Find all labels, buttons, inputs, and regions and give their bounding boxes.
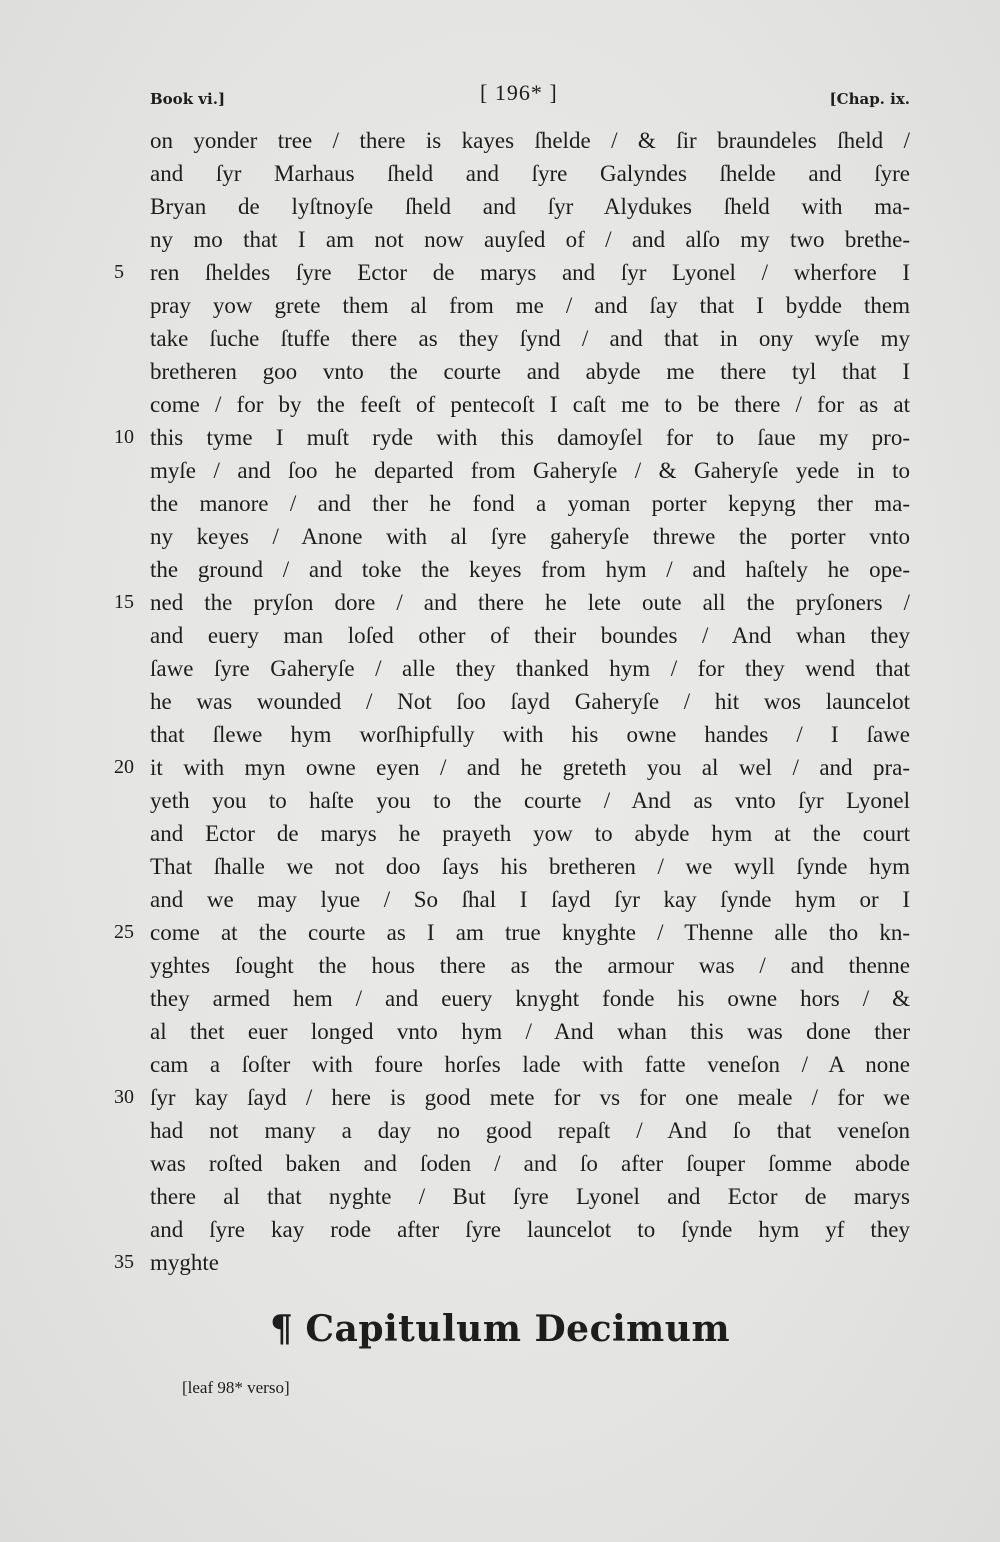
text-line <box>150 1213 910 1246</box>
text-line <box>150 487 910 520</box>
line-text: al thet euer longed vnto hym / And whan this was done ther <box>150 1019 910 1044</box>
text-line <box>150 553 910 586</box>
line-text: the ground / and toke the keyes from hym / and haſtely he ope- <box>150 557 910 582</box>
text-line <box>114 1081 910 1114</box>
line-text: cam a ſoſter with foure horſes lade with fatte veneſon / A none <box>150 1052 910 1077</box>
line-text: myghte <box>150 1250 219 1275</box>
text-line <box>150 883 910 916</box>
line-text: pray yow grete them al from me / and ſay that I bydde them <box>150 293 910 318</box>
chapter-heading <box>0 1308 1000 1350</box>
text-line <box>150 355 910 388</box>
line-text: it with myn owne eyen / and he greteth you al wel / and pra- <box>150 755 910 780</box>
line-text: bretheren goo vnto the courte and abyde me there tyl that I <box>150 359 910 384</box>
line-text: that ſlewe hym worſhipfully with his owne handes / I ſawe <box>150 722 910 747</box>
line-number: 15 <box>114 591 134 613</box>
line-text: ſyr kay ſayd / here is good mete for vs for one meale / for we <box>150 1085 910 1110</box>
line-text: and euery man loſed other of their boundes / And whan they <box>150 623 910 648</box>
line-text: myſe / and ſoo he departed from Gaheryſe / & Gaheryſe yede in to <box>150 458 910 483</box>
line-text: and ſyr Marhaus ſheld and ſyre Galyndes ſhelde and ſyre <box>150 161 910 186</box>
leaf-sidenote: [leaf 98* verso] <box>182 1378 290 1397</box>
line-number: 10 <box>114 426 134 448</box>
text-line <box>114 256 910 289</box>
line-text: there al that nyghte / But ſyre Lyonel and Ector de marys <box>150 1184 910 1209</box>
line-text: and Ector de marys he prayeth yow to abyde hym at the court <box>150 821 910 846</box>
text-line <box>114 421 910 454</box>
running-header <box>150 80 910 116</box>
text-line <box>150 817 910 850</box>
line-number: 5 <box>114 261 124 283</box>
line-text: Bryan de lyſtnoyſe ſheld and ſyr Alydukes ſheld with ma- <box>150 194 910 219</box>
text-line <box>150 718 910 751</box>
line-text: ny keyes / Anone with al ſyre gaheryſe threwe the porter vnto <box>150 524 910 549</box>
line-text: and ſyre kay rode after ſyre launcelot to ſynde hym yf they <box>150 1217 910 1242</box>
line-text: and we may lyue / So ſhal I ſayd ſyr kay ſynde hym or I <box>150 887 910 912</box>
line-text: ſawe ſyre Gaheryſe / alle they thanked hym / for they wend that <box>150 656 910 681</box>
line-text: ny mo that I am not now auyſed of / and alſo my two brethe- <box>150 227 910 252</box>
text-line <box>150 322 910 355</box>
text-line <box>150 124 910 157</box>
line-text: That ſhalle we not doo ſays his bretheren / we wyll ſynde hym <box>150 854 910 879</box>
text-line <box>150 388 910 421</box>
text-line <box>150 157 910 190</box>
text-line <box>150 1147 910 1180</box>
line-text: come / for by the feeſt of pentecoſt I caſt me to be there / for as at <box>150 392 910 417</box>
text-line <box>150 850 910 883</box>
text-line <box>150 685 910 718</box>
text-line <box>150 454 910 487</box>
chapter-title: Capitulum Decimum <box>305 1308 731 1350</box>
page-number: [ 196* ] <box>480 80 558 105</box>
line-text: ned the pryſon dore / and there he lete oute all the pryſoners / <box>150 590 910 615</box>
pilcrow-icon: ¶ <box>269 1308 294 1350</box>
text-line <box>150 652 910 685</box>
text-line <box>150 1114 910 1147</box>
line-text: yghtes ſought the hous there as the armour was / and thenne <box>150 953 910 978</box>
body-text <box>114 124 910 1279</box>
line-text: this tyme I muſt ryde with this damoyſel for to ſaue my pro- <box>150 425 910 450</box>
text-line <box>150 520 910 553</box>
line-number: 20 <box>114 756 134 778</box>
text-line <box>114 586 910 619</box>
header-book-label: Book vi.] <box>150 90 226 108</box>
header-chapter-label: [Chap. ix. <box>829 90 910 108</box>
line-number: 35 <box>114 1251 134 1273</box>
line-text: come at the courte as I am true knyghte / Thenne alle tho kn- <box>150 920 910 945</box>
line-text: yeth you to haſte you to the courte / And as vnto ſyr Lyonel <box>150 788 910 813</box>
text-line <box>150 982 910 1015</box>
line-text: the manore / and ther he fond a yoman porter kepyng ther ma- <box>150 491 910 516</box>
line-text: on yonder tree / there is kayes ſhelde / & ſir braundeles ſheld / <box>150 128 910 153</box>
line-text: had not many a day no good repaſt / And ſo that veneſon <box>150 1118 910 1143</box>
line-text: ren ſheldes ſyre Ector de marys and ſyr Lyonel / wherfore I <box>150 260 910 285</box>
text-line <box>150 1180 910 1213</box>
text-line <box>150 784 910 817</box>
text-line <box>150 289 910 322</box>
text-line <box>114 751 910 784</box>
line-text: was roſted baken and ſoden / and ſo after ſouper ſomme abode <box>150 1151 910 1176</box>
text-line <box>114 916 910 949</box>
text-line <box>150 1048 910 1081</box>
text-line <box>150 223 910 256</box>
text-line <box>150 190 910 223</box>
text-line <box>150 1015 910 1048</box>
line-number: 25 <box>114 921 134 943</box>
line-text: take ſuche ſtuffe there as they ſynd / and that in ony wyſe my <box>150 326 910 351</box>
line-text: he was wounded / Not ſoo ſayd Gaheryſe / hit wos launcelot <box>150 689 910 714</box>
text-line <box>150 619 910 652</box>
text-line <box>114 1246 910 1279</box>
line-text: they armed hem / and euery knyght fonde his owne hors / & <box>150 986 910 1011</box>
line-number: 30 <box>114 1086 134 1108</box>
text-line <box>150 949 910 982</box>
